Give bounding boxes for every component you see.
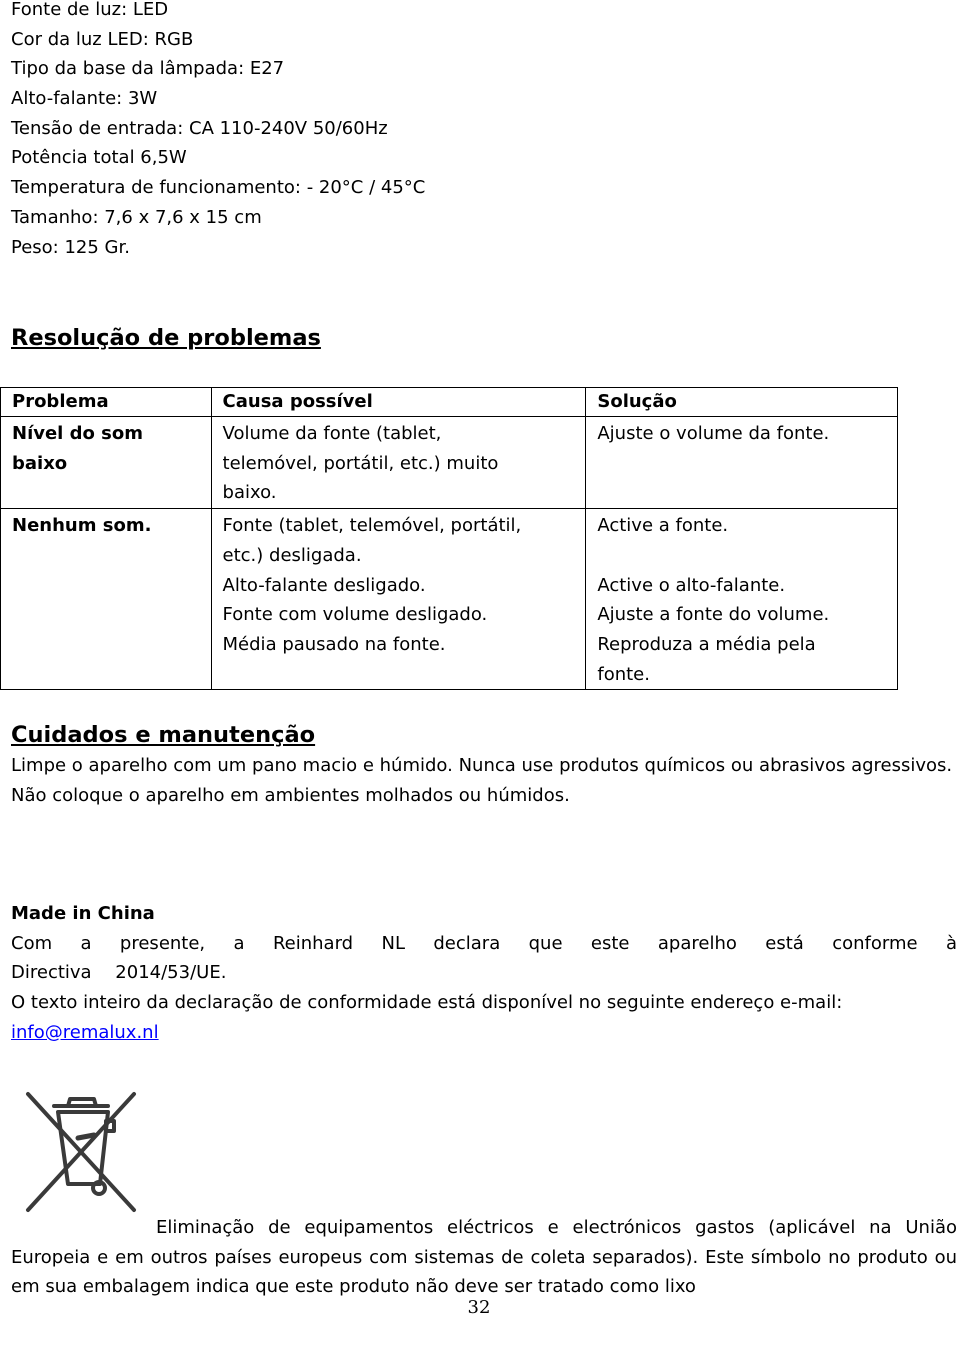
solution-text: Active a fonte. bbox=[597, 515, 729, 537]
spacer bbox=[597, 541, 886, 571]
spec-item: Tensão de entrada: CA 110-240V 50/60Hz bbox=[11, 117, 388, 139]
solution-text: Ajuste o volume da fonte. bbox=[597, 423, 830, 444]
spec-list bbox=[11, 0, 957, 262]
problem-text: Nenhum som. bbox=[12, 515, 152, 537]
problem-cell bbox=[1, 417, 212, 509]
cause-cell bbox=[211, 417, 586, 509]
crossed-out-wheelie-bin-icon bbox=[14, 1088, 148, 1216]
care-paragraph: Limpe o aparelho com um pano macio e húmido. Nunca use produtos químicos ou abrasivos agressivos. bbox=[11, 755, 953, 776]
troubleshooting-heading: Resolução de problemas bbox=[11, 325, 321, 351]
manual-page bbox=[11, 0, 957, 1298]
spec-item: Fonte de luz: LED bbox=[11, 0, 169, 20]
solution-cell bbox=[586, 509, 898, 690]
conformity-section bbox=[11, 899, 957, 1047]
disposal-text bbox=[11, 1213, 957, 1302]
solution-text: Active o alto-falante. bbox=[597, 574, 786, 596]
solution-text: Ajuste a fonte do volume. bbox=[597, 604, 830, 626]
spec-item: Alto-falante: 3W bbox=[11, 88, 158, 110]
solution-cell bbox=[586, 417, 898, 509]
declaration-text: Com a presente, a Reinhard NL declara que este aparelho está conforme à Directiva 2014/53/UE. bbox=[11, 932, 957, 984]
cause-text: Média pausado na fonte. bbox=[222, 633, 446, 655]
care-paragraph: Não coloque o aparelho em ambientes molhados ou húmidos. bbox=[11, 784, 570, 806]
table-row bbox=[1, 509, 898, 690]
cause-text: Fonte (tablet, telemóvel, portátil, etc.) desligada. bbox=[222, 515, 522, 566]
solution-text: Reproduza a média pela fonte. bbox=[597, 633, 816, 685]
disposal-section bbox=[11, 1213, 957, 1302]
spec-item: Potência total 6,5W bbox=[11, 147, 187, 169]
cause-text: Fonte com volume desligado. bbox=[222, 604, 488, 626]
spec-item: Tamanho: 7,6 x 7,6 x 15 cm bbox=[11, 206, 262, 228]
column-header-cause: Causa possível bbox=[211, 388, 586, 417]
spec-item: Cor da luz LED: RGB bbox=[11, 28, 194, 50]
problem-text: Nível do som baixo bbox=[12, 423, 143, 474]
availability-text: O texto inteiro da declaração de conformidade está disponível no seguinte endereço e-mail: bbox=[11, 992, 843, 1014]
column-header-problem: Problema bbox=[1, 388, 212, 417]
care-heading: Cuidados e manutenção bbox=[11, 722, 316, 748]
table-header-row bbox=[1, 388, 898, 417]
spec-item: Temperatura de funcionamento: - 20°C / 45°C bbox=[11, 177, 426, 199]
troubleshooting-table bbox=[0, 387, 898, 690]
column-header-solution: Solução bbox=[586, 388, 898, 417]
table-row bbox=[1, 417, 898, 509]
email-link[interactable]: info@remalux.nl bbox=[11, 1021, 159, 1043]
cause-cell bbox=[211, 509, 586, 690]
page-number: 32 bbox=[467, 1297, 491, 1318]
problem-cell bbox=[1, 509, 212, 690]
spec-item: Peso: 125 Gr. bbox=[11, 236, 130, 258]
cause-text: Volume da fonte (tablet, telemóvel, portátil, etc.) muito baixo. bbox=[222, 423, 499, 504]
made-in-label: Made in China bbox=[11, 903, 155, 924]
care-section bbox=[11, 751, 957, 810]
spec-item: Tipo da base da lâmpada: E27 bbox=[11, 58, 285, 80]
disposal-text-content: Eliminação de equipamentos eléctricos e electrónicos gastos (aplicável na União Europeia e em outros países europeus com sistemas de coleta separados). Este símbolo no produto ou em sua embalagem indica que este produto não deve ser tratado como lixo bbox=[11, 1217, 957, 1298]
cause-text: Alto-falante desligado. bbox=[222, 574, 426, 596]
